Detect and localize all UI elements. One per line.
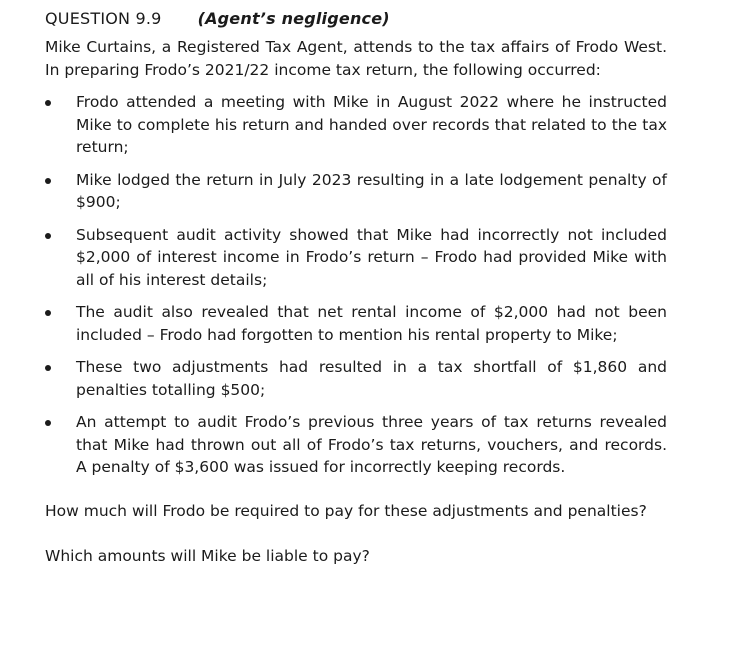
list-item [45, 224, 667, 292]
list-item [45, 411, 667, 479]
question-mike-liability: Which amounts will Mike be liable to pay? [45, 546, 370, 565]
intro-paragraph: Mike Curtains, a Registered Tax Agent, attends to the tax affairs of Frodo West. In preparing Frodo’s 2021/22 income tax return, the following occurred: [45, 38, 667, 79]
list-item-text: These two adjustments had resulted in a tax shortfall of $1,860 and penalties totalling $500; [76, 358, 667, 399]
list-item-text: Subsequent audit activity showed that Mike had incorrectly not included $2,000 of interest income in Frodo’s return – Frodo had provided Mike with all of his interest details; [76, 225, 667, 289]
list-item-text: An attempt to audit Frodo’s previous three years of tax returns revealed that Mike had thrown out all of Frodo’s tax returns, vouchers, and records. A penalty of $3,600 was issued for incorrectly keeping records. [76, 413, 667, 477]
list-item [45, 169, 667, 214]
list-item-text: Frodo attended a meeting with Mike in August 2022 where he instructed Mike to complete his return and handed over records that related to the tax return; [76, 93, 667, 157]
question-page [45, 8, 667, 567]
list-item-text: The audit also revealed that net rental income of $2,000 had not been included – Frodo had forgotten to mention his rental property to Mike; [76, 303, 667, 344]
question-subtitle: (Agent’s negligence) [197, 9, 390, 28]
question-number: QUESTION 9.9 [45, 9, 162, 28]
question-heading [45, 8, 667, 30]
question-frodo-payment: How much will Frodo be required to pay for these adjustments and penalties? [45, 502, 647, 521]
bullet-icon [45, 178, 51, 184]
bullet-icon [45, 365, 51, 371]
bullet-icon [45, 233, 51, 239]
list-item [45, 91, 667, 159]
bullet-icon [45, 420, 51, 426]
list-item-text: Mike lodged the return in July 2023 resulting in a late lodgement penalty of $900; [76, 170, 667, 212]
list-item [45, 301, 667, 346]
facts-list [45, 91, 667, 479]
list-item [45, 356, 667, 401]
bullet-icon [45, 310, 51, 316]
bullet-icon [45, 100, 51, 106]
